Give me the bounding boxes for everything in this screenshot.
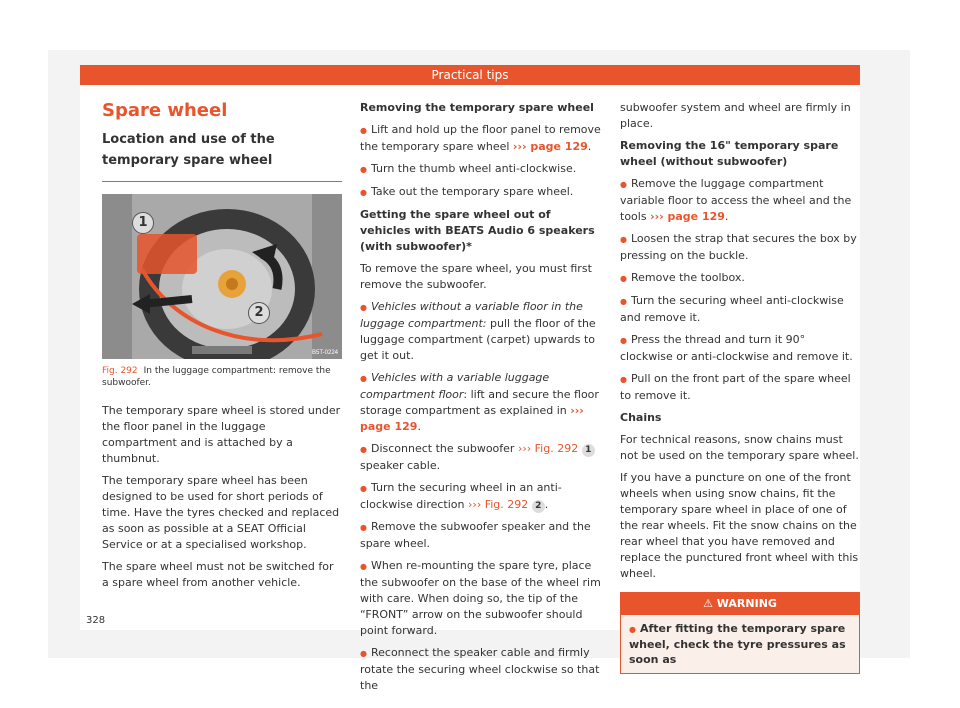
subheading: Chains bbox=[620, 411, 662, 424]
subheading: Removing the temporary spare wheel bbox=[360, 101, 594, 114]
callout-badge: 1 bbox=[582, 444, 595, 457]
list-item: ● Remove the subwoofer speaker and the spare wheel. bbox=[360, 519, 603, 552]
page-link[interactable]: ››› page 129 bbox=[360, 404, 584, 433]
page-link[interactable]: ››› page 129 bbox=[650, 210, 725, 223]
list-item: ● Remove the luggage compartment variable floor to access the wheel and the tools ››› page 129. bbox=[620, 176, 860, 225]
paragraph: For technical reasons, snow chains must not be used on the temporary spare wheel. bbox=[620, 433, 859, 462]
list-item: ● Turn the securing wheel in an anti-clockwise direction ››› Fig. 292 2 . bbox=[360, 480, 603, 513]
paragraph: The temporary spare wheel is stored under the floor panel in the luggage compartment and is attached by a thumbnut. bbox=[102, 404, 341, 465]
page-link[interactable]: ››› page 129 bbox=[512, 140, 588, 153]
caption-figure-number: Fig. 292 bbox=[102, 366, 138, 376]
warning-header: ⚠ WARNING bbox=[621, 593, 859, 615]
paragraph: The spare wheel must not be switched for a spare wheel from another vehicle. bbox=[102, 560, 334, 589]
figure-link[interactable]: ››› Fig. 292 bbox=[517, 442, 579, 455]
callout-1: 1 bbox=[132, 212, 154, 234]
list-item: ● Turn the thumb wheel anti-clockwise. bbox=[360, 161, 603, 178]
paragraph: To remove the spare wheel, you must first remove the subwoofer. bbox=[360, 262, 592, 291]
figure-link[interactable]: ››› Fig. 292 bbox=[468, 498, 529, 511]
list-item: ● Vehicles with a variable luggage compartment floor: lift and secure the floor storage compartment as explained in ››› page 129. bbox=[360, 370, 603, 435]
list-item: ● Vehicles without a variable floor in the luggage compartment: pull the floor of the luggage compartment (carpet) upwards to get it out. bbox=[360, 299, 603, 364]
page-title: Spare wheel bbox=[102, 100, 228, 121]
list-item: ● Press the thread and turn it 90° clockwise or anti-clockwise and remove it. bbox=[620, 332, 860, 365]
list-item: ● Take out the temporary spare wheel. bbox=[360, 184, 603, 201]
manual-page bbox=[80, 65, 860, 692]
figure-caption bbox=[102, 365, 342, 389]
list-item: ● Turn the securing wheel anti-clockwise and remove it. bbox=[620, 293, 860, 326]
warning-text: ● After fitting the temporary spare wheel, check the tyre pressures as soon as bbox=[621, 615, 859, 673]
warning-icon: ⚠ bbox=[703, 597, 713, 610]
paragraph: If you have a puncture on one of the front wheels when using snow chains, fit the temporary spare wheel in place of one of the rear wheels. Fit the snow chains on the rear wheel that you have removed and replace the punctured front wheel with this wheel. bbox=[620, 471, 859, 580]
list-item: ● Remove the toolbox. bbox=[620, 270, 860, 287]
callout-2: 2 bbox=[248, 302, 270, 324]
list-item: ● Lift and hold up the floor panel to remove the temporary spare wheel ››› page 129. bbox=[360, 122, 603, 155]
column-1 bbox=[102, 100, 342, 597]
list-item: ● When re-mounting the spare tyre, place the subwoofer on the base of the wheel rim with care. When doing so, the tip of the “FRONT” arrow on the subwoofer should point forward. bbox=[360, 558, 603, 639]
column-2 bbox=[360, 100, 603, 700]
page-number: 328 bbox=[86, 615, 106, 626]
paragraph: subwoofer system and wheel are firmly in place. bbox=[620, 101, 851, 130]
caption-text: In the luggage compartment: remove the subwoofer. bbox=[102, 366, 331, 388]
list-item: ● Disconnect the subwoofer ››› Fig. 292 1 speaker cable. bbox=[360, 441, 603, 474]
subheading: Removing the 16" temporary spare wheel (without subwoofer) bbox=[620, 139, 839, 168]
section-subtitle: Location and use of the temporary spare wheel bbox=[102, 132, 275, 168]
warning-box bbox=[620, 592, 860, 674]
list-item: ● Reconnect the speaker cable and firmly rotate the securing wheel clockwise so that the bbox=[360, 645, 603, 694]
figure-code: B5T-0224 bbox=[312, 350, 339, 356]
callout-badge: 2 bbox=[532, 500, 545, 513]
section-header: Practical tips bbox=[80, 65, 860, 85]
list-item: ● Pull on the front part of the spare wheel to remove it. bbox=[620, 371, 860, 404]
spare-wheel-figure bbox=[102, 194, 342, 359]
title-rule bbox=[102, 181, 342, 182]
column-3 bbox=[620, 100, 860, 674]
subheading: Getting the spare wheel out of vehicles with BEATS Audio 6 speakers (with subwoofer)* bbox=[360, 208, 595, 253]
paragraph: The temporary spare wheel has been designed to be used for short periods of time. Have the tyres checked and replaced as soon as possible at a SEAT Official Service or at a specialised workshop. bbox=[102, 474, 340, 551]
list-item: ● Loosen the strap that secures the box by pressing on the buckle. bbox=[620, 231, 860, 264]
